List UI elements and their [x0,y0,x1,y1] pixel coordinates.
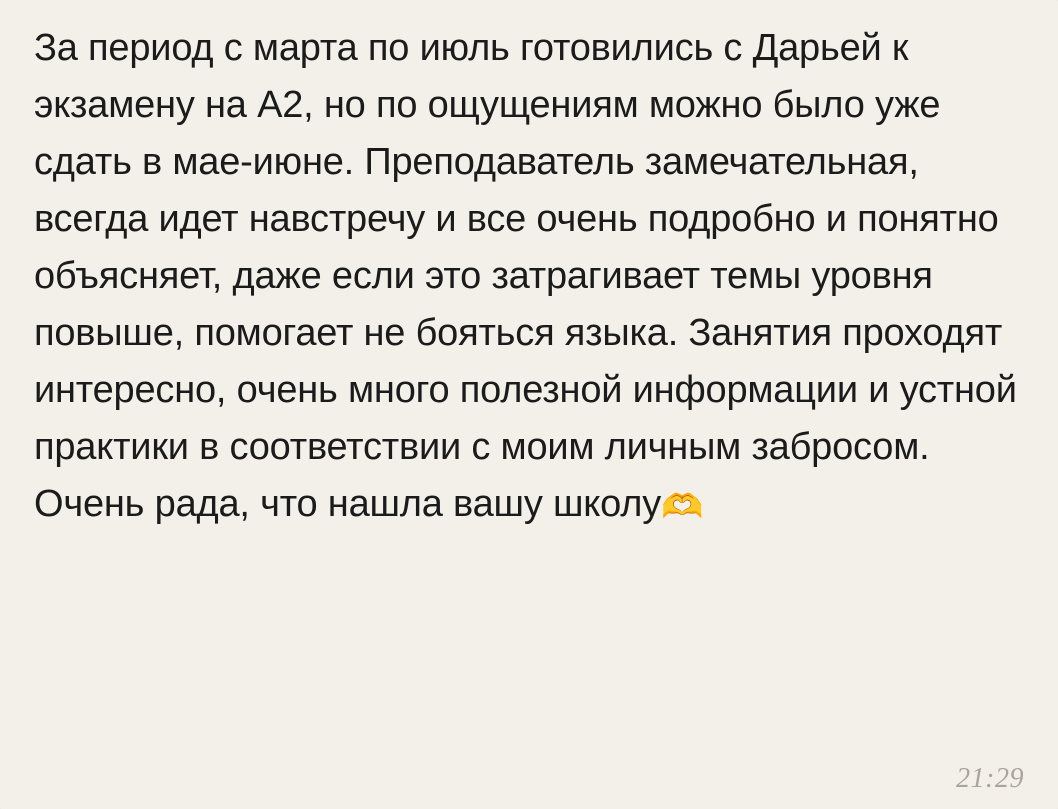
message-body-text: За период с марта по июль готовились с Дарьей к экзамену на A2, но по ощущениям можно было уже сдать в мае-июне. Преподаватель замечательная, всегда идет навстречу и все очень подробно и понятно объясняет, даже если это затрагивает темы уровня повыше, помогает не бояться языка. Занятия проходят интересно, очень много полезной информации и устной практики в соответствии с моим личным забросом. Очень рада, что нашла вашу школу [34,27,1028,525]
message-meta [956,763,1024,795]
message-timestamp: 21:29 [956,763,1024,794]
heart-hands-emoji: 🫶 [661,488,704,526]
message-body [34,20,1028,533]
